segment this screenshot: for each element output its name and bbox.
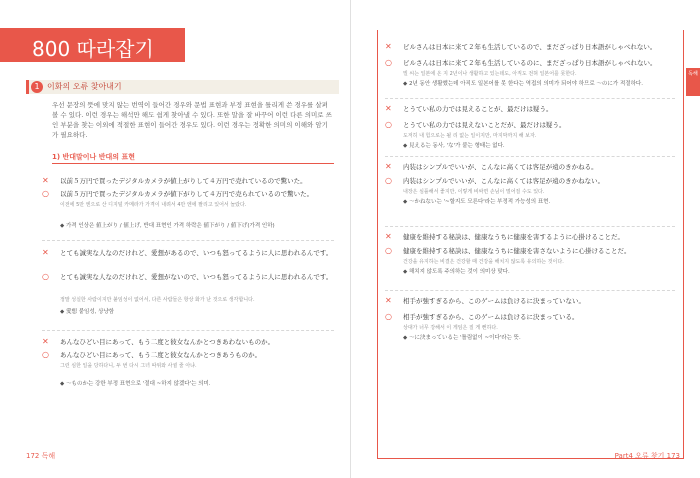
example-wrong: 内装はシンプルでいいが、こんなに高くては客足が遠のきかねる。 [403,163,598,171]
divider [385,98,675,99]
example-wrong: ビルさんは日本に来て２年も生活しているので、まだざっぱり日本語がしゃべれない。 [403,43,657,51]
chapter-title: 800 따라잡기 [32,37,154,61]
example-correct: とても誠実な人なのだけれど、愛想がないので、いつも怒ってるように人に思われるんです。 [60,273,333,281]
example-correct: 以前５万円で買ったデジタルカメラが値下がりして４万円で売られているので驚いた。 [60,190,314,198]
example-correct: ビルさんは日本に来て２年も生活しているのに、まだざっぱり日本語がしゃべれない。 [403,59,657,67]
example-wrong: 以前５万円で買ったデジタルカメラが値上がりして４万円で売れているので驚いた。 [60,177,307,185]
explanation-bullet: ◆ 見える는 동사, 'な'가 붙는 형태는 없다. [403,143,505,149]
explanation-bullet: ◆ ～かねない는 '~할지도 모른다'라는 부정적 가능성의 표현. [403,199,551,205]
explanation-bullet: ◆ 愛想 붙임성, 상냥함 [60,309,115,315]
wrong-mark-icon: ✕ [385,232,392,241]
right-page [350,0,700,478]
divider [42,240,334,241]
correct-mark-icon: ○ [385,312,392,321]
content-frame [377,30,684,459]
correct-mark-icon: ○ [42,189,49,198]
section-divider [52,163,334,164]
example-wrong: とても誠実な人なのだけれど、愛想があるので、いつも怒ってるように人に思われるんです。 [60,249,333,257]
divider [385,290,675,291]
divider [42,330,334,331]
explanation-bullet: ◆ 해치지 않도록 주의하는 것이 의미상 맞다. [403,269,510,275]
translation-note: 정말 성실한 사람이지만 붙임성이 없어서, 다른 사람들은 항상 화가 난 것으로 생각합니다. [60,297,255,303]
translation-note: 그런 심한 일을 당하다니, 두 번 다시 그녀 따위와 사귈 줄 아냐. [60,363,197,369]
subsection-header [26,80,339,94]
chapter-title-bar [0,28,185,62]
explanation-bullet: ◆ 가격 인상은 値上がり / 値上げ, 반대 표현인 가격 하락은 値下がり / 値下げ(가격 인하) [60,223,275,229]
page-footer: 172 독해 [26,452,56,460]
explanation-bullet: ◆ 2년 동안 생활했는데 아직도 일본어를 못 한다는 역접의 의미가 되어야 하므로 ～のに가 적절하다. [403,81,643,87]
correct-mark-icon: ○ [385,176,392,185]
example-correct: 相手が強すぎるから、このゲームは負けるに決まっている。 [403,313,579,321]
example-correct: 内装はシンプルでいいが、こんなに高くては客足が遠のきかねない。 [403,177,605,185]
section-heading: 1) 반대말이나 반대의 표현 [52,153,136,161]
divider [385,226,675,227]
explanation-bullet: ◆ ～に決まっている는 '틀림없이 ~이다'라는 뜻. [403,335,521,341]
wrong-mark-icon: ✕ [385,42,392,51]
translation-note: 건강을 유지하는 비결은 건강할 때 건강을 해치지 않도록 유의하는 것이다. [403,259,564,265]
correct-mark-icon: ○ [385,246,392,255]
example-correct: あんなひどい目にあって、もう二度と彼女なんかとつきあうものか。 [60,351,262,359]
intro-paragraph: 우선 문장의 뜻에 맞지 않는 번역이 들어간 경우와 문법 표현과 부정 표현을 틀리게 쓴 경우를 살펴볼 수 있다. 이런 경우는 해석만 해도 쉽게 찾아낼 수 있다. 또한 말을 잘 바꾸어 이런 다른 의미로 쓰인 부분을 찾는 이외에 적절한 표현이 들어간 경우도 있다. 이런 경우는 정확한 의미의 이해와 암기가 필요하다. [52,101,332,139]
example-wrong: とうてい私の力では見えることが、最だけは疑う。 [403,105,553,113]
correct-mark-icon: ○ [42,350,49,359]
wrong-mark-icon: ✕ [42,248,49,257]
example-wrong: あんなひどい目にあって、もう二度と彼女なんかとつきあわないものか。 [60,338,275,346]
example-correct: 健康を維持する秘訣は、健康なうちに健康を害さないように心掛けることだ。 [403,247,631,255]
wrong-mark-icon: ✕ [385,162,392,171]
wrong-mark-icon: ✕ [385,296,392,305]
translation-note: 도저히 내 힘으로는 될 리 없는 일이지만, 마지막까지 해 보자. [403,133,537,139]
translation-note: 이전에 5만 엔으로 산 디지털 카메라가 가격이 내려서 4만 엔에 팔리고 있어서 놀랐다. [60,202,247,208]
explanation-bullet: ◆ ～ものか는 강한 부정 표현으로 '절대 ~하지 않겠다'는 의미. [60,381,211,387]
correct-mark-icon: ○ [385,120,392,129]
wrong-mark-icon: ✕ [385,104,392,113]
wrong-mark-icon: ✕ [42,337,49,346]
translation-note: 빌 씨는 일본에 온 지 2년이나 생활하고 있는데도, 아직도 전혀 일본어를 못한다. [403,71,577,77]
correct-mark-icon: ○ [385,58,392,67]
translation-note: 내장은 심플해서 좋지만, 이렇게 비싸면 손님이 멀어질 수도 있다. [403,189,545,195]
subsection-number: 1 [31,81,43,93]
subsection-label: 이화의 오류 찾아내기 [47,82,122,91]
correct-mark-icon: ○ [42,272,49,281]
divider [385,156,675,157]
translation-note: 상대가 너무 강해서 이 게임은 질 게 뻔하다. [403,325,498,331]
example-wrong: 健康を維持する秘訣は、健康なうちに健康を害するように心掛けることだ。 [403,233,624,241]
example-correct: とうてい私の力では見えないことだが、最だけは疑う。 [403,121,566,129]
example-wrong: 相手が強すぎるから、このゲームは負けるに決まっていない。 [403,297,585,305]
wrong-mark-icon: ✕ [42,176,49,185]
side-tab: 독해 [686,68,700,96]
page-footer: Part4 오류 찾기 173 [614,452,680,460]
